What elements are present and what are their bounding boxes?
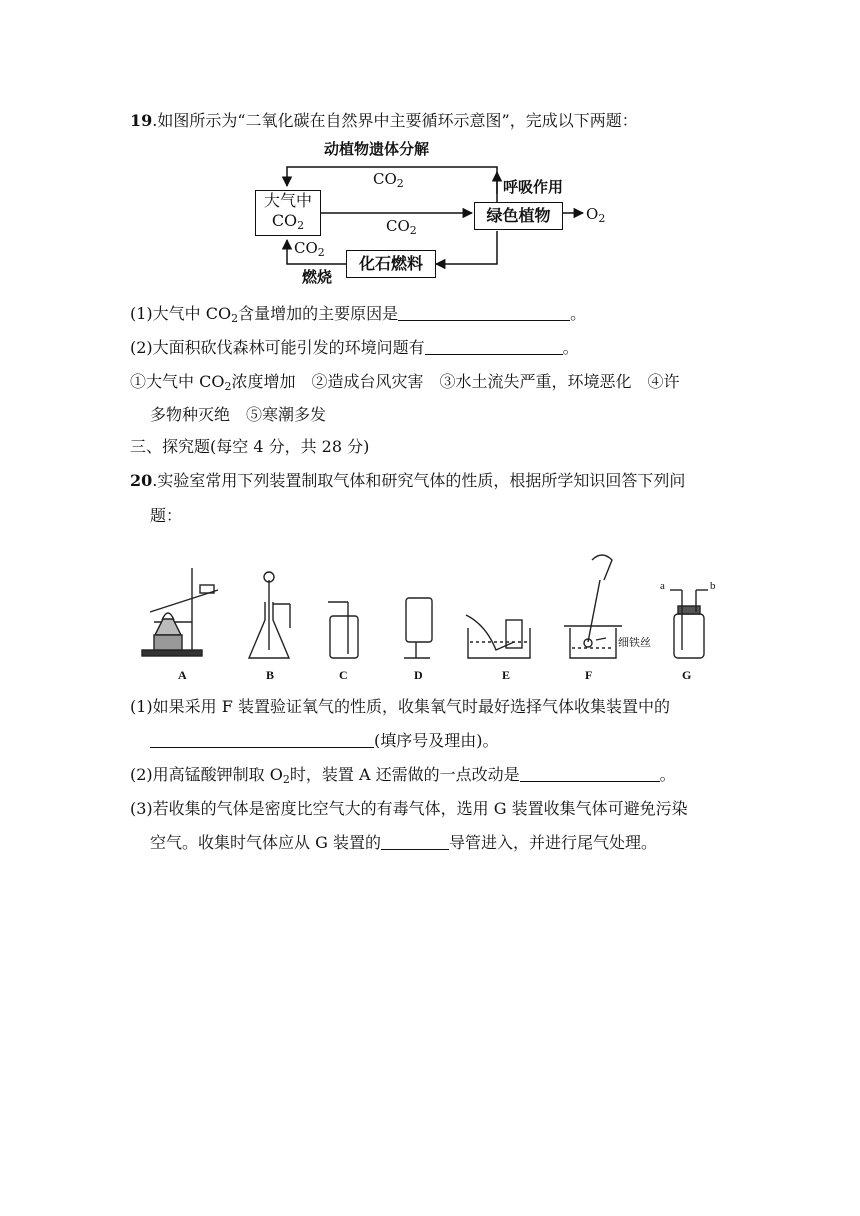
q20-intro-line2: 题： <box>150 506 183 525</box>
apparatus-g <box>670 590 708 658</box>
apparatus-b <box>249 572 290 658</box>
apparatus-a <box>142 568 218 656</box>
q20-sub1-line2: (填序号及理由)。 <box>150 730 499 752</box>
apparatus-c <box>328 602 358 658</box>
q20-sub1-answer-blank[interactable] <box>150 731 374 748</box>
apparatus-label-b: B <box>266 668 275 682</box>
q20-intro-line1: 20.实验室常用下列装置制取气体和研究气体的性质，根据所学知识回答下列问 <box>130 471 686 490</box>
g-port-a-label: a <box>660 580 665 592</box>
apparatus-label-c: C <box>339 668 348 682</box>
apparatus-label-a: A <box>178 668 187 682</box>
atm-box-line2: $CO_2$ <box>271 211 305 232</box>
q20-sub3-line1: (3)若收集的气体是密度比空气大的有毒气体，选用 G 装置收集气体可避免污染 <box>130 799 688 818</box>
q20-sub2-answer-blank[interactable] <box>520 765 660 782</box>
q20-sub2: (2)用高锰酸钾制取 $O_2$时，装置 A 还需做的一点改动是 。 <box>130 765 676 786</box>
respiration-label: 呼吸作用 <box>503 178 564 196</box>
carbon-cycle-diagram <box>250 134 620 294</box>
fossil-fuel-box: 化石燃料 <box>346 250 436 278</box>
apparatus-drawings <box>130 540 730 690</box>
fossilization-arrow <box>436 231 497 264</box>
apparatus-label-f: F <box>585 668 593 682</box>
decomposition-label: 动植物遗体分解 <box>324 140 430 158</box>
section3-heading: 三、探究题(每空 4 分，共 28 分) <box>130 437 370 456</box>
q19-sub2-answer-blank[interactable] <box>425 338 563 355</box>
q19-number: 19 <box>130 111 153 130</box>
bottom-co2-label: $CO_2$ <box>294 239 325 259</box>
top-co2-label: $CO_2$ <box>373 170 404 190</box>
oxygen-label: $O_2$ <box>586 205 606 225</box>
q19-intro-line <box>130 110 638 132</box>
iron-wire-label: 细铁丝 <box>618 637 651 649</box>
q20-sub3-answer-blank[interactable] <box>381 833 449 850</box>
q19-sub2: (2)大面积砍伐森林可能引发的环境问题有 。 <box>130 338 579 357</box>
g-port-b-label: b <box>710 580 716 592</box>
apparatus-d <box>404 598 432 658</box>
q20-number: 20 <box>130 471 153 490</box>
q19-sub1: (1)大气中 $CO_2$含量增加的主要原因是 。 <box>130 304 587 325</box>
apparatus-label-g: G <box>682 668 692 682</box>
q19-intro: .如图所示为“二氧化碳在自然界中主要循环示意图”，完成以下两题： <box>152 111 638 130</box>
q19-options-line2: 多物种灭绝 ⑤寒潮多发 <box>150 405 327 424</box>
apparatus-e <box>466 615 530 658</box>
atm-box-line1: 大气中 <box>263 191 312 210</box>
q20-sub3-line2: 空气。收集时气体应从 G 装置的 导管进入，并进行尾气处理。 <box>150 833 657 852</box>
middle-co2-label: $CO_2$ <box>386 217 417 237</box>
burning-label: 燃烧 <box>302 268 333 286</box>
atmosphere-co2-box <box>255 190 321 236</box>
lab-apparatus-figure <box>130 540 730 690</box>
q19-sub1-answer-blank[interactable] <box>398 304 570 321</box>
q19-options-line1: ①大气中 $CO_2$浓度增加 ②造成台风灾害 ③水土流失严重，环境恶化 ④许 <box>130 372 680 393</box>
apparatus-f <box>564 555 622 658</box>
green-plants-box: 绿色植物 <box>474 202 563 230</box>
q20-sub1-line1: (1)如果采用 F 装置验证氧气的性质，收集氧气时最好选择气体收集装置中的 <box>130 697 670 716</box>
apparatus-label-d: D <box>414 668 423 682</box>
apparatus-label-e: E <box>502 668 511 682</box>
